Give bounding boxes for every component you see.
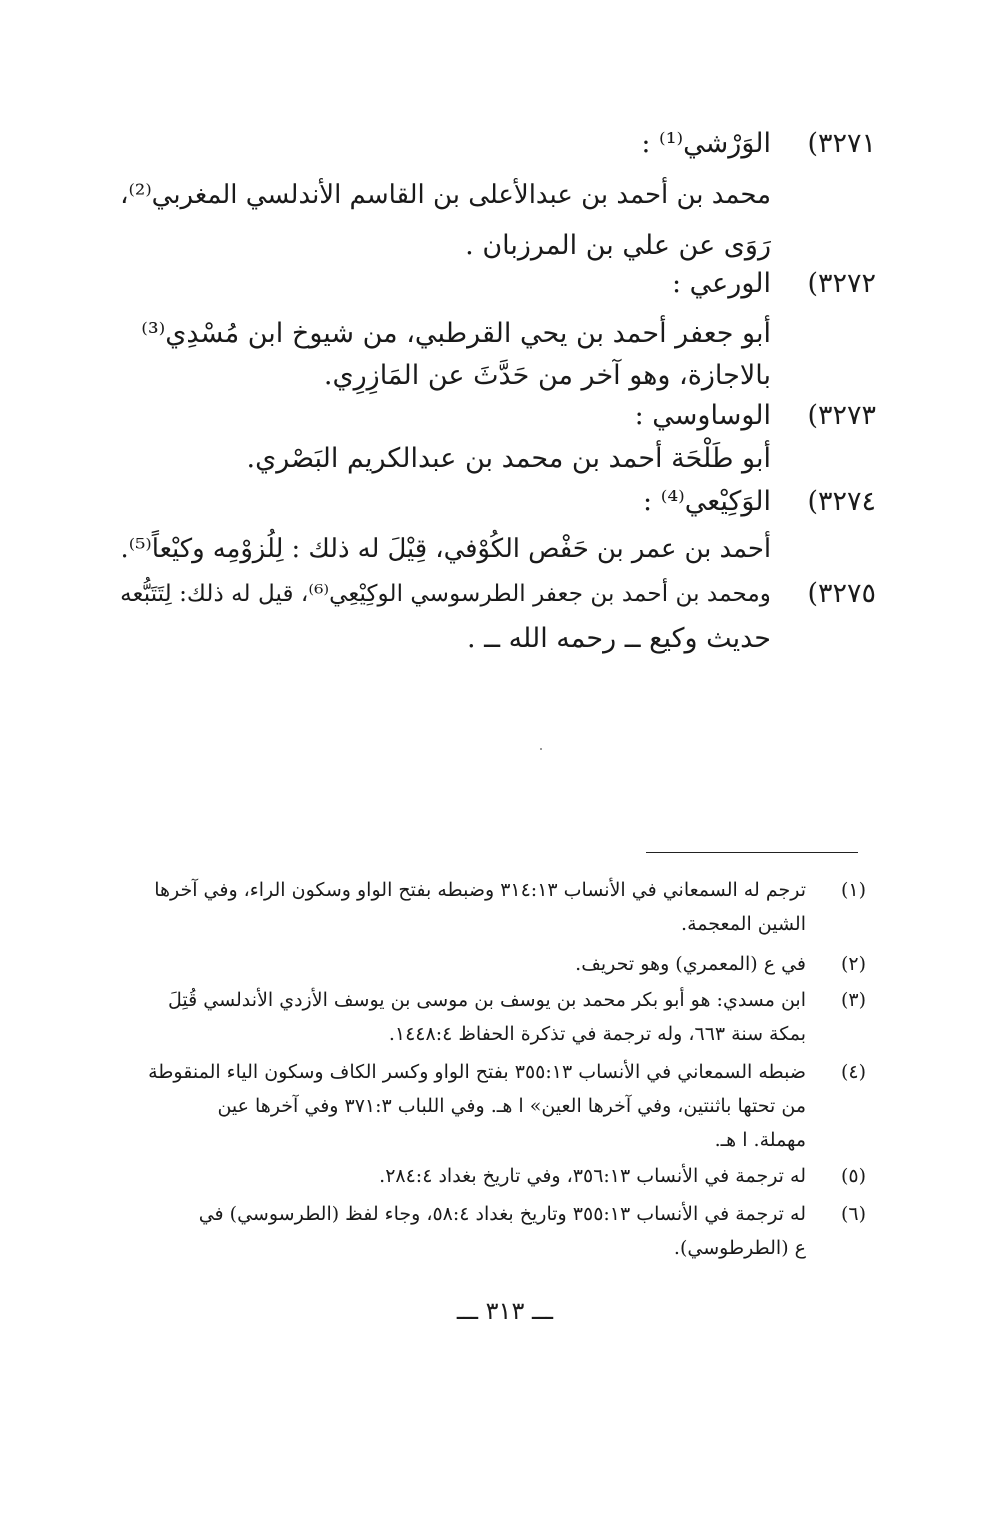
footnote-text-line: له ترجمة في الأنساب ٣٥٦:١٣، وفي تاريخ بغداد ٢٨٤:٤. xyxy=(379,1165,806,1187)
page-number: ـــ ٣١٣ ـــ xyxy=(456,1297,554,1325)
footnote-number: (٣) xyxy=(840,989,866,1011)
footnote-text-line: ع (الطرطوسي). xyxy=(673,1237,806,1259)
entry-heading: الورعي : xyxy=(671,268,771,299)
entry-heading: الوَرْشي⁽¹⁾ : xyxy=(641,128,771,159)
entry-text-line: رَوَى عن علي بن المرزبان . xyxy=(465,230,771,261)
entry-text-line: حديث وكيع ــ رحمه الله ــ . xyxy=(467,623,771,654)
entry-number: ٣٢٧١) xyxy=(807,128,876,159)
footnote-number: (٦) xyxy=(840,1203,866,1225)
entry-heading: الوَكِيْعي⁽⁴⁾ : xyxy=(643,486,771,517)
footnote-text-line: الشين المعجمة. xyxy=(681,913,806,935)
footnote-text-line: ابن مسدي: هو أبو بكر محمد بن يوسف بن موسى بن يوسف الأزدي الأندلسي قُتِلَ xyxy=(167,989,806,1011)
footnote-text-line: مهملة. ا هـ. xyxy=(714,1129,806,1151)
entry-text-line: أحمد بن عمر بن حَفْص الكُوْفي، قِيْلَ له ذلك : لِلُزوْمِه وكيْعاً⁽⁵⁾. xyxy=(120,534,771,564)
entry-text-line: أبو طَلْحَة أحمد بن محمد بن عبدالكريم البَصْري. xyxy=(246,443,771,474)
entry-number: ٣٢٧٥) xyxy=(807,578,876,609)
footnote-number: (٥) xyxy=(840,1165,866,1187)
entry-number: ٣٢٧٤) xyxy=(807,486,876,517)
footnote-separator xyxy=(646,852,858,853)
footnote-text-line: بمكة سنة ٦٦٣، وله ترجمة في تذكرة الحفاظ ١٤٤٨:٤. xyxy=(388,1023,806,1045)
footnote-text-line: من تحتها باثنتين، وفي آخرها العين» ا هـ. وفي اللباب ٣٧١:٣ وفي آخرها عين xyxy=(217,1095,806,1117)
footnote-number: (١) xyxy=(840,879,866,901)
footnote-text-line: في ع (المعمري) وهو تحريف. xyxy=(575,953,806,975)
scan-speck xyxy=(540,748,542,750)
footnote-text-line: ترجم له السمعاني في الأنساب ٣١٤:١٣ وضبطه بفتح الواو وسكون الراء، وفي آخرها xyxy=(154,879,806,901)
entry-text-line: بالاجازة، وهو آخر من حَدَّثَ عن المَازِرِي. xyxy=(323,360,771,391)
entry-text-line: أبو جعفر أحمد بن يحي القرطبي، من شيوخ ابن مُسْدِي⁽³⁾ xyxy=(141,318,771,349)
footnote-number: (٤) xyxy=(840,1061,866,1083)
footnote-text-line: له ترجمة في الأنساب ٣٥٥:١٣ وتاريخ بغداد ٥٨:٤، وجاء لفظ (الطرسوسي) في xyxy=(198,1203,806,1225)
entry-heading: الوساوسي : xyxy=(634,400,771,431)
footnote-text-line: ضبطه السمعاني في الأنساب ٣٥٥:١٣ بفتح الواو وكسر الكاف وسكون الياء المنقوطة xyxy=(148,1061,806,1083)
footnote-number: (٢) xyxy=(840,953,866,975)
entry-text-line: محمد بن أحمد بن عبدالأعلى بن القاسم الأندلسي المغربي⁽²⁾، xyxy=(120,180,771,210)
entry-heading: ومحمد بن أحمد بن جعفر الطرسوسي الوكِيْعِي⁽⁶⁾، قيل له ذلك: لِتَتَبُّعه xyxy=(120,581,771,607)
entry-number: ٣٢٧٢) xyxy=(807,268,876,299)
entry-number: ٣٢٧٣) xyxy=(807,400,876,431)
